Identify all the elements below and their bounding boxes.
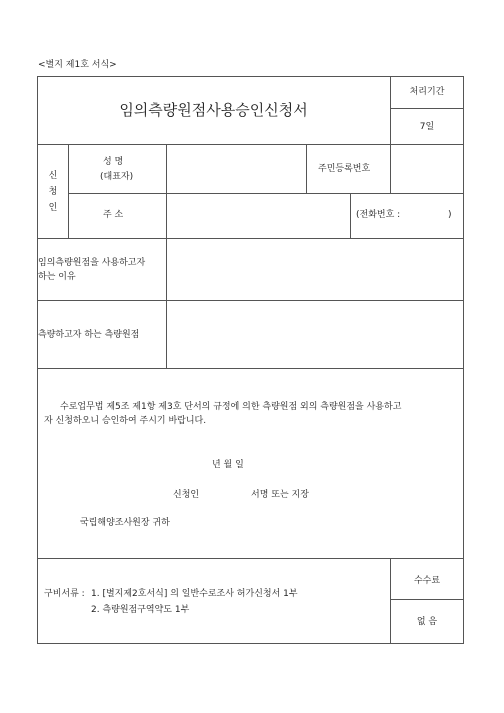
reason-field[interactable] <box>167 239 462 299</box>
name-field[interactable] <box>167 145 305 192</box>
processing-period-label: 처리기간 <box>409 87 445 97</box>
fee-label: 수수료 <box>413 576 441 586</box>
statement-line2: 자 신청하오니 승인하여 주시기 바랍니다. <box>44 416 207 426</box>
processing-divider <box>390 108 464 109</box>
survey-bottom-line <box>37 368 464 369</box>
sign-or-seal-label: 서명 또는 지장 <box>251 490 309 500</box>
document-item-1: 1. [별지제2호서식] 의 일반수로조사 허가신청서 1부 <box>91 589 298 599</box>
form-title: 임의측량원점사용승인신청서 <box>119 101 308 119</box>
fee-value: 없 음 <box>416 617 438 627</box>
rrn-label: 주민등록번호 <box>318 164 371 174</box>
side-char: 청 <box>48 187 58 197</box>
reason-label-line2: 하는 이유 <box>38 272 76 282</box>
form-label: <별지 제1호 서식> <box>38 60 117 70</box>
document-item-2: 2. 측량원점구역약도 1부 <box>91 605 190 615</box>
signature-field[interactable] <box>205 486 249 502</box>
survey-point-label: 측량하고자 하는 측량원점 <box>38 330 140 340</box>
name-label: 성 명 <box>103 157 124 167</box>
survey-point-field[interactable] <box>167 301 462 367</box>
phone-label: (전화번호 : <box>356 210 401 220</box>
fee-divider-horizontal <box>390 599 464 600</box>
applicant-sign-label: 신청인 <box>173 490 200 500</box>
side-char: 신 <box>48 171 58 181</box>
phone-divider <box>350 193 351 238</box>
applicant-side-divider <box>68 144 69 238</box>
processing-period-value: 7일 <box>419 122 435 132</box>
reason-label-line1: 임의측량원점을 사용하고자 <box>38 258 146 268</box>
rrn-left-divider <box>306 144 307 193</box>
documents-label: 구비서류 : <box>44 589 85 599</box>
address-field[interactable] <box>167 194 349 237</box>
form-border-bottom <box>37 643 464 644</box>
rrn-field[interactable] <box>391 145 462 192</box>
name-sublabel: (대표자) <box>100 172 134 182</box>
fee-divider-vertical <box>390 558 391 644</box>
date-line: 년 월 일 <box>212 460 244 470</box>
side-char: 인 <box>48 203 58 213</box>
documents-top-line <box>37 558 464 559</box>
phone-close-paren: ) <box>448 210 452 220</box>
addressee: 국립해양조사원장 귀하 <box>80 518 170 528</box>
form-border-top <box>37 76 464 77</box>
address-label: 주 소 <box>103 210 124 220</box>
statement-line1: 수로업무법 제5조 제1항 제3호 단서의 규정에 의한 측량원점 외의 측량원점을 사용하고 <box>60 402 402 412</box>
